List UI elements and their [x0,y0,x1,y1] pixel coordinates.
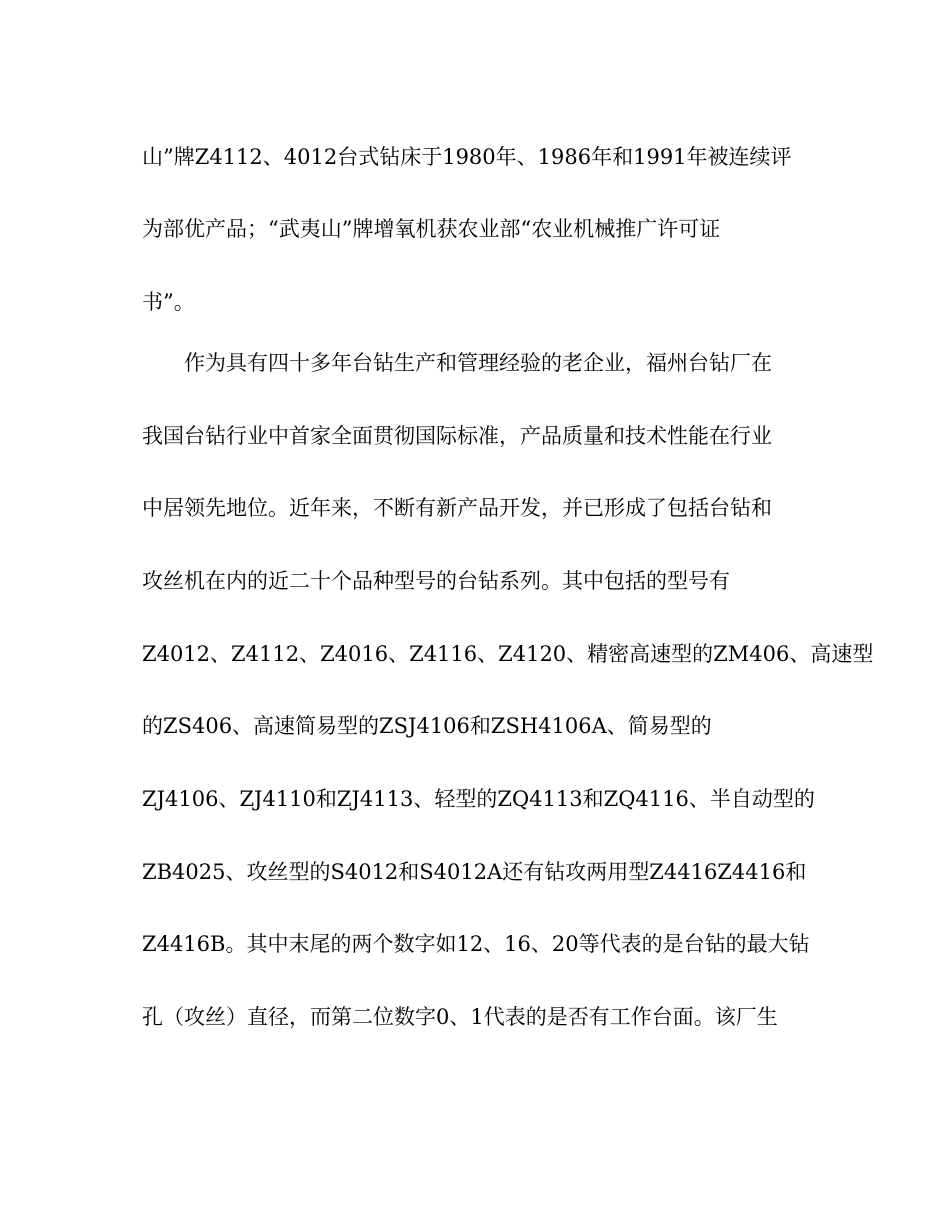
text-line: 攻丝机在内的近二十个品种型号的台钻系列。其中包括的型号有 [142,569,730,593]
text-line: ZB4025、攻丝型的S4012和S4012A还有钻攻两用型Z4416Z4416和 [142,860,807,884]
text-line: 山”牌Z4112、4012台式钻床于1980年、1986年和1991年被连续评 [142,145,792,169]
text-line: 我国台钻行业中首家全面贯彻国际标准，产品质量和技术性能在行业 [142,424,772,448]
text-line: 为部优产品；“武夷山”牌增氧机获农业部“农业机械推广许可证 [142,217,721,241]
text-line: 中居领先地位。近年来，不断有新产品开发，并已形成了包括台钻和 [142,496,772,520]
text-line: Z4416B。其中末尾的两个数字如12、16、20等代表的是台钻的最大钻 [142,932,810,956]
paragraph-first-line: 作为具有四十多年台钻生产和管理经验的老企业，福州台钻厂在 [184,351,772,375]
text-line: Z4012、Z4112、Z4016、Z4116、Z4120、精密高速型的ZM406、高速型 [142,642,874,666]
text-line: ZJ4106、ZJ4110和ZJ4113、轻型的ZQ4113和ZQ4116、半自动型的 [142,787,815,811]
text-line: 书”。 [142,290,195,314]
text-line: 的ZS406、高速简易型的ZSJ4106和ZSH4106A、简易型的 [142,714,712,738]
text-line: 孔（攻丝）直径，而第二位数字0、1代表的是否有工作台面。该厂生 [142,1005,778,1029]
